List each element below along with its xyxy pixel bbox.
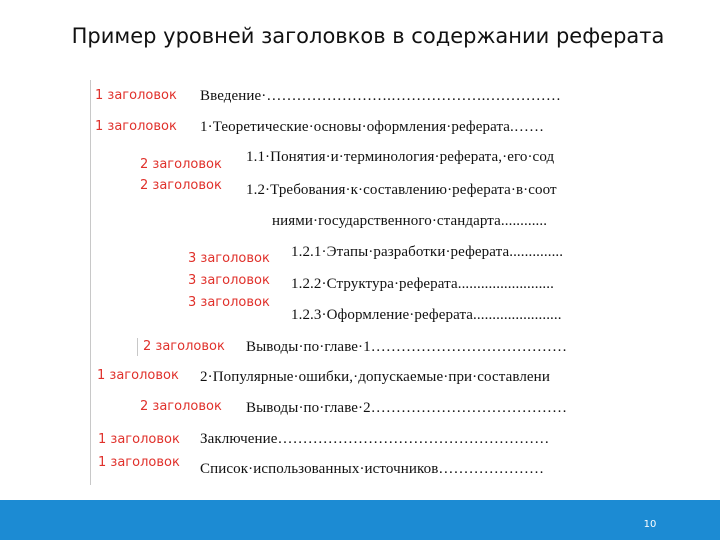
toc-entry: Введение·…………………….……………….…………… xyxy=(200,88,561,104)
toc-entry: Выводы·по·главе·2………………………………… xyxy=(246,400,568,416)
frame-divider xyxy=(90,80,91,485)
frame-divider xyxy=(137,338,138,356)
toc-entry: 1.1·Понятия·и·терминология·реферата,·его·сод xyxy=(246,149,555,165)
toc-entry: 1.2.2·Структура·реферата......................... xyxy=(291,276,554,292)
level-label: 3 заголовок xyxy=(188,273,270,288)
level-label: 2 заголовок xyxy=(140,399,222,414)
level-label: 2 заголовок xyxy=(140,178,222,193)
level-label: 1 заголовок xyxy=(95,88,177,103)
level-label: 1 заголовок xyxy=(95,119,177,134)
level-label: 1 заголовок xyxy=(98,455,180,470)
level-label: 3 заголовок xyxy=(188,251,270,266)
toc-entry: 1.2.1·Этапы·разработки·реферата.............. xyxy=(291,244,564,260)
toc-entry: Заключение……………………………………………… xyxy=(200,431,550,447)
footer-bar xyxy=(0,500,720,540)
level-label: 3 заголовок xyxy=(188,295,270,310)
toc-entry: Список·использованных·источников………………… xyxy=(200,461,545,477)
toc-entry: 1·Теоретические·основы·оформления·реферата.…… xyxy=(200,119,545,135)
level-label: 2 заголовок xyxy=(140,157,222,172)
toc-entry: 1.2.3·Оформление·реферата....................... xyxy=(291,307,562,323)
level-label: 2 заголовок xyxy=(143,339,225,354)
level-label: 1 заголовок xyxy=(97,368,179,383)
toc-entry: Выводы·по·главе·1………………………………… xyxy=(246,339,568,355)
toc-entry: 1.2·Требования·к·составлению·реферата·в·соот xyxy=(246,182,557,198)
slide-title: Пример уровней заголовков в содержании реферата xyxy=(71,24,665,48)
toc-entry: 2·Популярные·ошибки,·допускаемые·при·составлени xyxy=(200,369,550,385)
page-number: 10 xyxy=(643,519,657,530)
level-label: 1 заголовок xyxy=(98,432,180,447)
toc-entry: ниями·государственного·стандарта............ xyxy=(272,213,548,229)
